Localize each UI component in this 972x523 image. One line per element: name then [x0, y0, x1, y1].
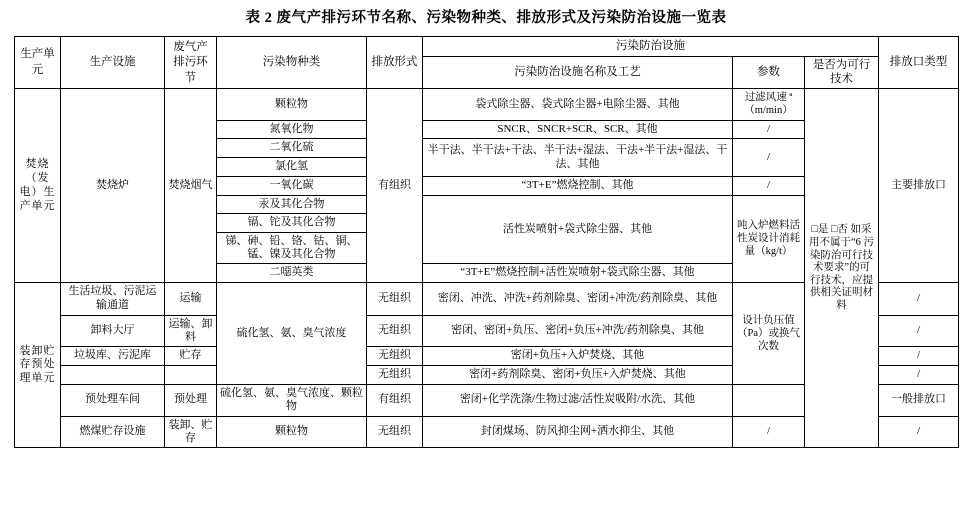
- cell-emission-form: 无组织: [367, 315, 423, 346]
- cell-outlet-type: /: [879, 347, 959, 366]
- cell-production-facility: [61, 365, 165, 384]
- cell-emission-link: 预处理: [165, 384, 217, 417]
- cell-emission-form: 有组织: [367, 384, 423, 417]
- cell-control-measure: 袋式除尘器、袋式除尘器+电除尘器、其他: [423, 89, 733, 120]
- col-parameter: 参数: [733, 56, 805, 89]
- cell-emission-form: 无组织: [367, 283, 423, 316]
- cell-control-measure: 密闭+化学洗涤/生物过滤/活性炭吸附/水洗、其他: [423, 384, 733, 417]
- cell-pollutant: 汞及其化合物: [217, 195, 367, 214]
- cell-control-measure: 封闭煤场、防风抑尘网+洒水抑尘、其他: [423, 417, 733, 448]
- cell-emission-form: 无组织: [367, 347, 423, 366]
- cell-parameter: 吨入炉燃料活性炭设计消耗量（kg/t）: [733, 195, 805, 283]
- cell-outlet-type: /: [879, 283, 959, 316]
- col-pollutant-type: 污染物种类: [217, 37, 367, 89]
- cell-pollutant: 二噁英类: [217, 264, 367, 283]
- cell-control-measure: 半干法、半干法+干法、半干法+湿法、干法+半干法+湿法、干法、其他: [423, 139, 733, 177]
- cell-outlet-type: 一般排放口: [879, 384, 959, 417]
- emission-table: [14, 36, 959, 448]
- cell-production-facility: 预处理车间: [61, 384, 165, 417]
- cell-production-facility: 生活垃圾、污泥运输通道: [61, 283, 165, 316]
- cell-pollutant: 颗粒物: [217, 417, 367, 448]
- cell-outlet-type: /: [879, 365, 959, 384]
- cell-production-facility: 焚烧炉: [61, 89, 165, 283]
- cell-control-measure: SNCR、SNCR+SCR、SCR、其他: [423, 120, 733, 139]
- cell-production-unit: 装卸贮存预处理单元: [15, 283, 61, 448]
- cell-parameter: 过滤风速 ª（m/min）: [733, 89, 805, 120]
- cell-parameter: /: [733, 417, 805, 448]
- cell-control-measure: “3T+E”燃烧控制+活性炭喷射+袋式除尘器、其他: [423, 264, 733, 283]
- cell-control-measure: 密闭+药剂除臭、密闭+负压+入炉焚烧、其他: [423, 365, 733, 384]
- table-row: [15, 89, 959, 120]
- cell-parameter: /: [733, 139, 805, 177]
- cell-production-facility: 燃煤贮存设施: [61, 417, 165, 448]
- cell-control-measure: 活性炭喷射+袋式除尘器、其他: [423, 195, 733, 264]
- cell-pollutant: 氯化氢: [217, 158, 367, 177]
- cell-production-facility: 垃圾库、污泥库: [61, 347, 165, 366]
- cell-emission-link: 运输、卸料: [165, 315, 217, 346]
- cell-emission-link: 运输: [165, 283, 217, 316]
- cell-parameter: /: [733, 120, 805, 139]
- cell-emission-form: 无组织: [367, 365, 423, 384]
- cell-control-measure: 密闭、密闭+负压、密闭+负压+冲洗/药剂除臭、其他: [423, 315, 733, 346]
- cell-emission-link: 装卸、贮存: [165, 417, 217, 448]
- cell-outlet-type: 主要排放口: [879, 89, 959, 283]
- cell-production-facility: 卸料大厅: [61, 315, 165, 346]
- col-emission-form: 排放形式: [367, 37, 423, 89]
- cell-pollutant: 二氧化硫: [217, 139, 367, 158]
- col-control-measure-name: 污染防治设施名称及工艺: [423, 56, 733, 89]
- cell-pollutant: 一氧化碳: [217, 176, 367, 195]
- cell-parameter: 设计负压值（Pa）或换气次数: [733, 283, 805, 384]
- col-outlet-type: 排放口类型: [879, 37, 959, 89]
- cell-pollutant: 硫化氢、氨、臭气浓度、颗粒物: [217, 384, 367, 417]
- cell-outlet-type: /: [879, 315, 959, 346]
- cell-outlet-type: /: [879, 417, 959, 448]
- table-body: [15, 89, 959, 448]
- cell-production-unit: 焚烧（发电）生产单元: [15, 89, 61, 283]
- table-header-row-1: [15, 37, 959, 56]
- cell-emission-link: 焚烧烟气: [165, 89, 217, 283]
- cell-parameter: /: [733, 176, 805, 195]
- cell-control-measure: 密闭+负压+入炉焚烧、其他: [423, 347, 733, 366]
- cell-control-measure: 密闭、冲洗、冲洗+药剂除臭、密闭+冲洗/药剂除臭、其他: [423, 283, 733, 316]
- cell-pollutant: 硫化氢、氨、臭气浓度: [217, 283, 367, 384]
- col-control-measures-group: 污染防治设施: [423, 37, 879, 56]
- cell-pollutant: 氮氧化物: [217, 120, 367, 139]
- cell-feasible-tech: □是 □否 如采用不属于“6 污染防治可行技术要求”的可行技术，应提供相关证明材料: [805, 89, 879, 448]
- cell-pollutant: 锑、砷、铅、铬、钴、铜、锰、镍及其化合物: [217, 233, 367, 264]
- cell-emission-link: [165, 365, 217, 384]
- col-feasible-tech: 是否为可行技术: [805, 56, 879, 89]
- cell-control-measure: “3T+E”燃烧控制、其他: [423, 176, 733, 195]
- col-production-facility: 生产设施: [61, 37, 165, 89]
- table-header: [15, 37, 959, 89]
- cell-emission-form: 有组织: [367, 89, 423, 283]
- col-production-unit: 生产单元: [15, 37, 61, 89]
- cell-pollutant: 镉、铊及其化合物: [217, 214, 367, 233]
- page-title: 表 2 废气产排污环节名称、污染物种类、排放形式及污染防治设施一览表: [245, 10, 727, 26]
- cell-emission-link: 贮存: [165, 347, 217, 366]
- cell-parameter: [733, 384, 805, 417]
- col-emission-link: 废气产排污环节: [165, 37, 217, 89]
- cell-pollutant: 颗粒物: [217, 89, 367, 120]
- cell-emission-form: 无组织: [367, 417, 423, 448]
